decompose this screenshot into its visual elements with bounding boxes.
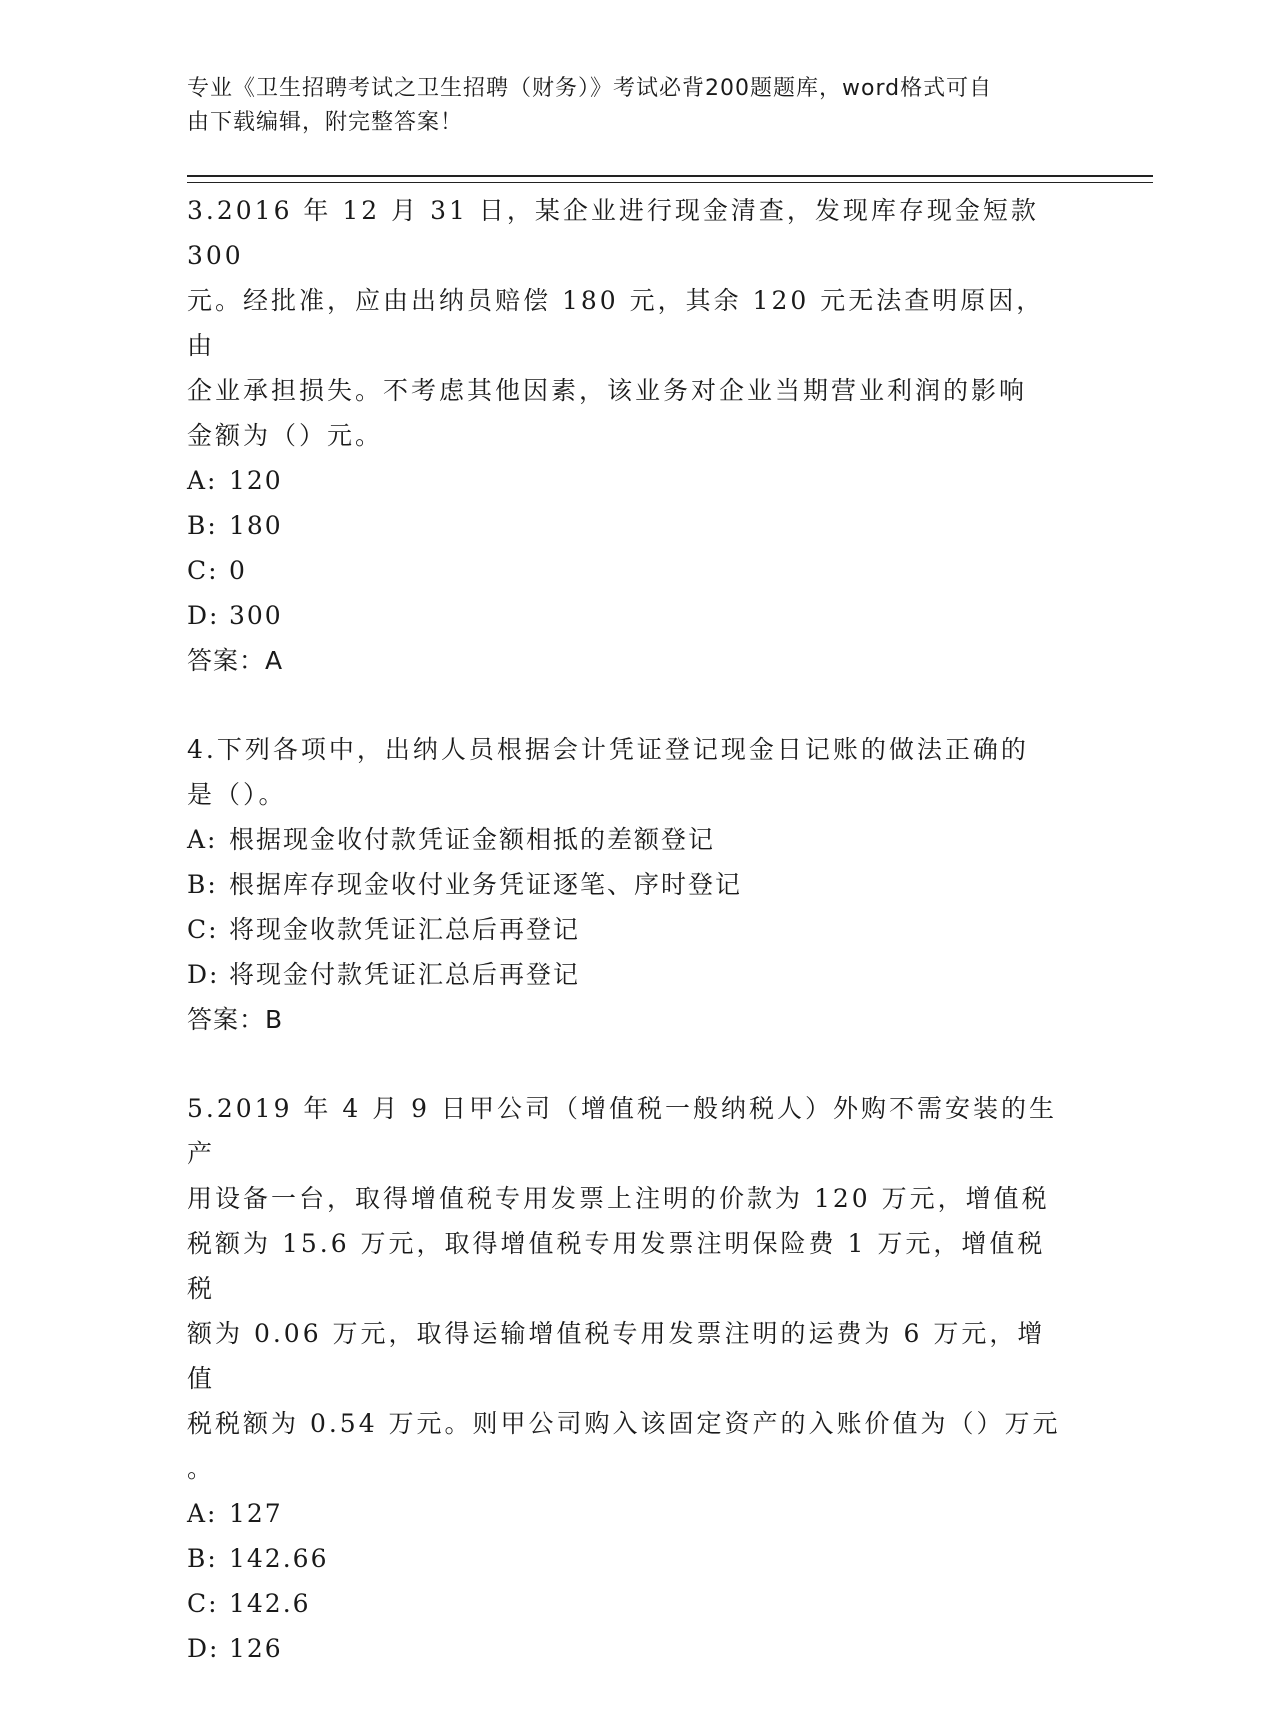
option-c <box>187 907 1072 952</box>
question-stem-line: 3.2016 年 12 月 31 日，某企业进行现金清查，发现库存现金短款 300 <box>187 196 1039 270</box>
question-list <box>187 188 1072 1715</box>
header-divider-thin <box>187 182 1153 183</box>
option-letter: B: <box>187 1544 218 1573</box>
option-text: 120 <box>229 466 283 495</box>
option-b <box>187 862 1072 907</box>
option-d <box>187 1626 1072 1671</box>
option-a <box>187 817 1072 862</box>
question-stem-line: 税额为 15.6 万元，取得增值税专用发票注明保险费 1 万元，增值税税 <box>187 1229 1046 1303</box>
option-text: 0 <box>229 556 247 585</box>
question-stem-line: 额为 0.06 万元，取得运输增值税专用发票注明的运费为 6 万元，增值 <box>187 1319 1046 1393</box>
option-letter: C: <box>187 1589 219 1618</box>
option-text: 180 <box>229 511 283 540</box>
option-text: 300 <box>229 601 283 630</box>
question-stem-line: 企业承担损失。不考虑其他因素，该业务对企业当期营业利润的影响 <box>187 376 1028 405</box>
option-text: 126 <box>229 1634 283 1663</box>
option-d <box>187 593 1072 638</box>
option-letter: D: <box>187 960 220 989</box>
option-letter: A: <box>187 825 218 854</box>
question-4 <box>187 727 1072 1042</box>
question-stem-line: 4.下列各项中，出纳人员根据会计凭证登记现金日记账的做法正确的 <box>187 735 1029 764</box>
document-header <box>187 72 1067 140</box>
question-stem-line: 是（）。 <box>187 780 287 809</box>
option-text: 将现金付款凭证汇总后再登记 <box>229 960 581 989</box>
option-letter: A: <box>187 1499 218 1528</box>
option-b <box>187 503 1072 548</box>
option-text: 将现金收款凭证汇总后再登记 <box>229 915 581 944</box>
option-a <box>187 458 1072 503</box>
header-line-2: 由下载编辑，附完整答案！ <box>187 110 464 135</box>
option-a <box>187 1491 1072 1536</box>
question-stem-line: 金额为（）元。 <box>187 421 384 450</box>
option-letter: D: <box>187 1634 220 1663</box>
option-c <box>187 1581 1072 1626</box>
option-letter: D: <box>187 601 220 630</box>
question-5 <box>187 1086 1072 1671</box>
question-stem-line: 税税额为 0.54 万元。则甲公司购入该固定资产的入账价值为（）万元 <box>187 1409 1061 1438</box>
answer-line: 答案：B <box>187 1005 284 1034</box>
answer-line: 答案：A <box>187 646 284 675</box>
option-b <box>187 1536 1072 1581</box>
option-text: 根据现金收付款凭证金额相抵的差额登记 <box>229 825 716 854</box>
question-stem-line: 5.2019 年 4 月 9 日甲公司（增值税一般纳税人）外购不需安装的生产 <box>187 1094 1058 1168</box>
option-d <box>187 952 1072 997</box>
question-stem-line: 元。经批准，应由出纳员赔偿 180 元，其余 120 元无法查明原因，由 <box>187 286 1045 360</box>
option-letter: C: <box>187 556 219 585</box>
header-line-1: 专业《卫生招聘考试之卫生招聘（财务）》考试必背200题题库，word格式可自 <box>187 76 993 101</box>
option-letter: A: <box>187 466 218 495</box>
question-3 <box>187 188 1072 683</box>
option-letter: B: <box>187 870 218 899</box>
option-text: 127 <box>229 1499 283 1528</box>
header-divider-thick <box>187 175 1153 177</box>
option-text: 142.6 <box>229 1589 311 1618</box>
option-text: 142.66 <box>229 1544 329 1573</box>
option-c <box>187 548 1072 593</box>
option-text: 根据库存现金收付业务凭证逐笔、序时登记 <box>229 870 743 899</box>
question-stem-line: 用设备一台，取得增值税专用发票上注明的价款为 120 万元，增值税 <box>187 1184 1050 1213</box>
question-stem-line: 。 <box>187 1454 216 1483</box>
option-letter: B: <box>187 511 218 540</box>
option-letter: C: <box>187 915 219 944</box>
